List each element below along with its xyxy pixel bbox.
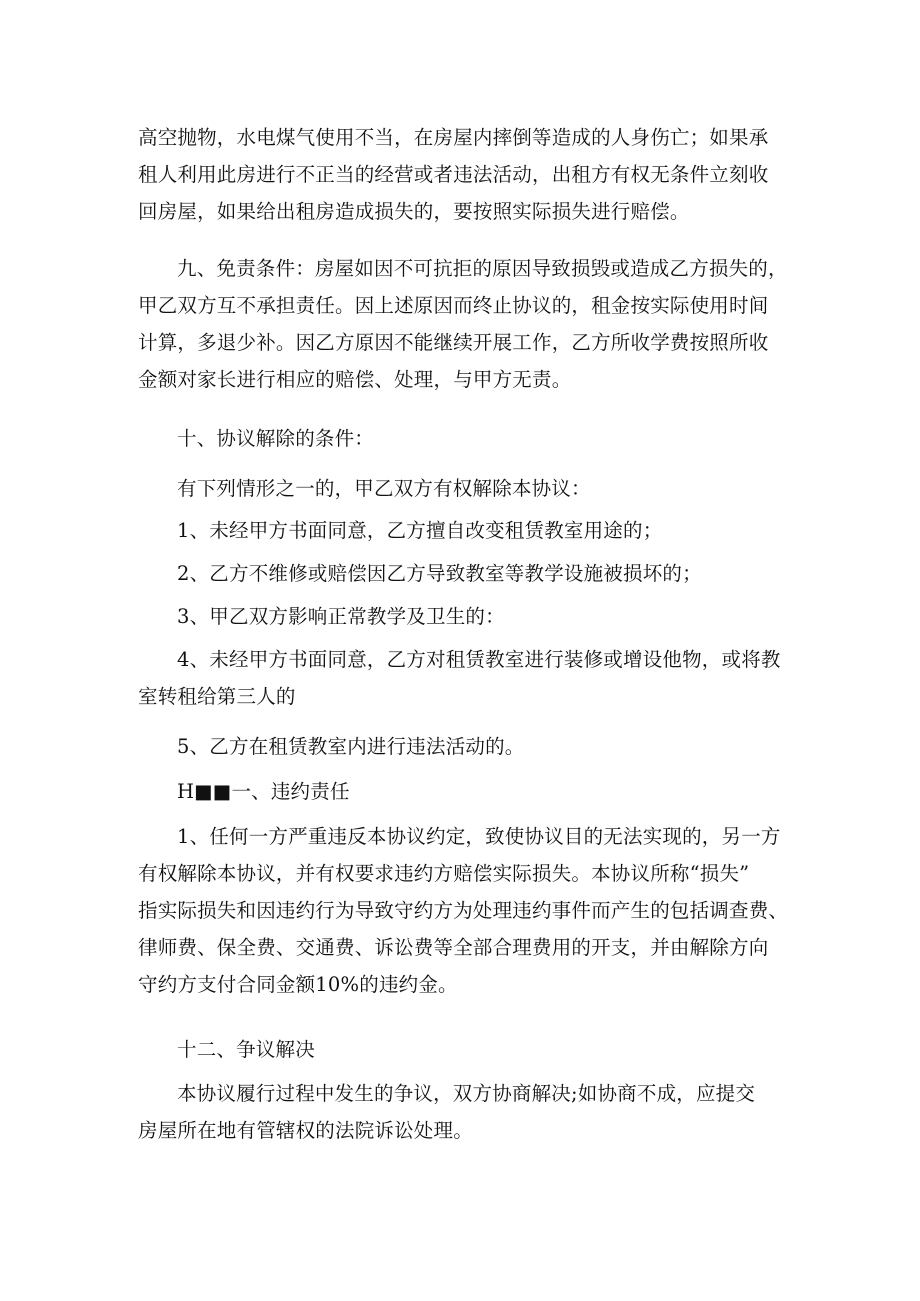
text-line: 房屋所在地有管辖权的法院诉讼处理。 (138, 1119, 473, 1142)
paragraph-liability-tail (138, 119, 798, 230)
text-line: 回房屋，如果给出租房造成损失的，要按照实际损失进行赔偿。 (138, 200, 690, 223)
text-line: 有权解除本协议，并有权要求违约方赔偿实际损失。本协议所称“损失” (138, 862, 750, 885)
text-line: 指实际损失和因违约行为导致守约方为处理违约事件而产生的包括调查费、 (138, 899, 789, 922)
text-line: 2、乙方不维修或赔偿因乙方导致教室等教学设施被损坏的； (177, 562, 702, 585)
list-item-termination-1 (138, 512, 798, 549)
text-line: 计算，多退少补。因乙方原因不能继续开展工作，乙方所收学费按照所收 (138, 331, 769, 354)
section-heading-dispute (138, 1031, 798, 1068)
text-line: 5、乙方在租赁教室内进行违法活动的。 (177, 735, 525, 758)
text-line: 租人利用此房进行不正当的经营或者违法活动，出租方有权无条件立刻收 (138, 163, 769, 186)
text-line: 守约方支付合同金额10%的违约金。 (138, 973, 458, 996)
text-line: 3、甲乙双方影响正常教学及卫生的： (177, 605, 505, 628)
paragraph-termination-intro (138, 470, 798, 507)
text-line: 十二、争议解决 (177, 1038, 315, 1061)
text-line: 1、任何一方严重违反本协议约定，致使协议目的无法实现的，另一方 (177, 825, 781, 848)
list-item-termination-4 (138, 641, 798, 715)
text-line: 甲乙双方互不承担责任。因上述原因而终止协议的，租金按实际使用时间 (138, 294, 769, 317)
text-line: 室转租给第三人的 (138, 685, 296, 708)
paragraph-breach-liability (138, 818, 798, 1003)
text-line: 高空抛物，水电煤气使用不当，在房屋内摔倒等造成的人身伤亡；如果承 (138, 126, 769, 149)
text-line: 律师费、保全费、交通费、诉讼费等全部合理费用的开支，并由解除方向 (138, 936, 769, 959)
paragraph-dispute-resolution (138, 1075, 798, 1149)
text-line: 1、未经甲方书面同意，乙方擅自改变租赁教室用途的； (177, 519, 663, 542)
text-line: 本协议履行过程中发生的争议，双方协商解决;如协商不成，应提交 (177, 1082, 756, 1105)
list-item-termination-3 (138, 598, 798, 635)
paragraph-exemption-clause (138, 250, 798, 398)
text-line: 4、未经甲方书面同意，乙方对租赁教室进行装修或增设他物，或将教 (177, 648, 781, 671)
text-line: 十、协议解除的条件： (177, 427, 375, 450)
list-item-termination-2 (138, 555, 798, 592)
text-line: 金额对家长进行相应的赔偿、处理，与甲方无责。 (138, 368, 572, 391)
text-line: H■■一、违约责任 (177, 780, 350, 803)
section-heading-breach (138, 773, 798, 810)
text-line: 九、免责条件：房屋如因不可抗拒的原因导致损毁或造成乙方损失的， (177, 257, 788, 280)
section-heading-termination (138, 420, 798, 457)
text-line: 有下列情形之一的，甲乙双方有权解除本协议： (177, 477, 591, 500)
list-item-termination-5 (138, 728, 798, 765)
